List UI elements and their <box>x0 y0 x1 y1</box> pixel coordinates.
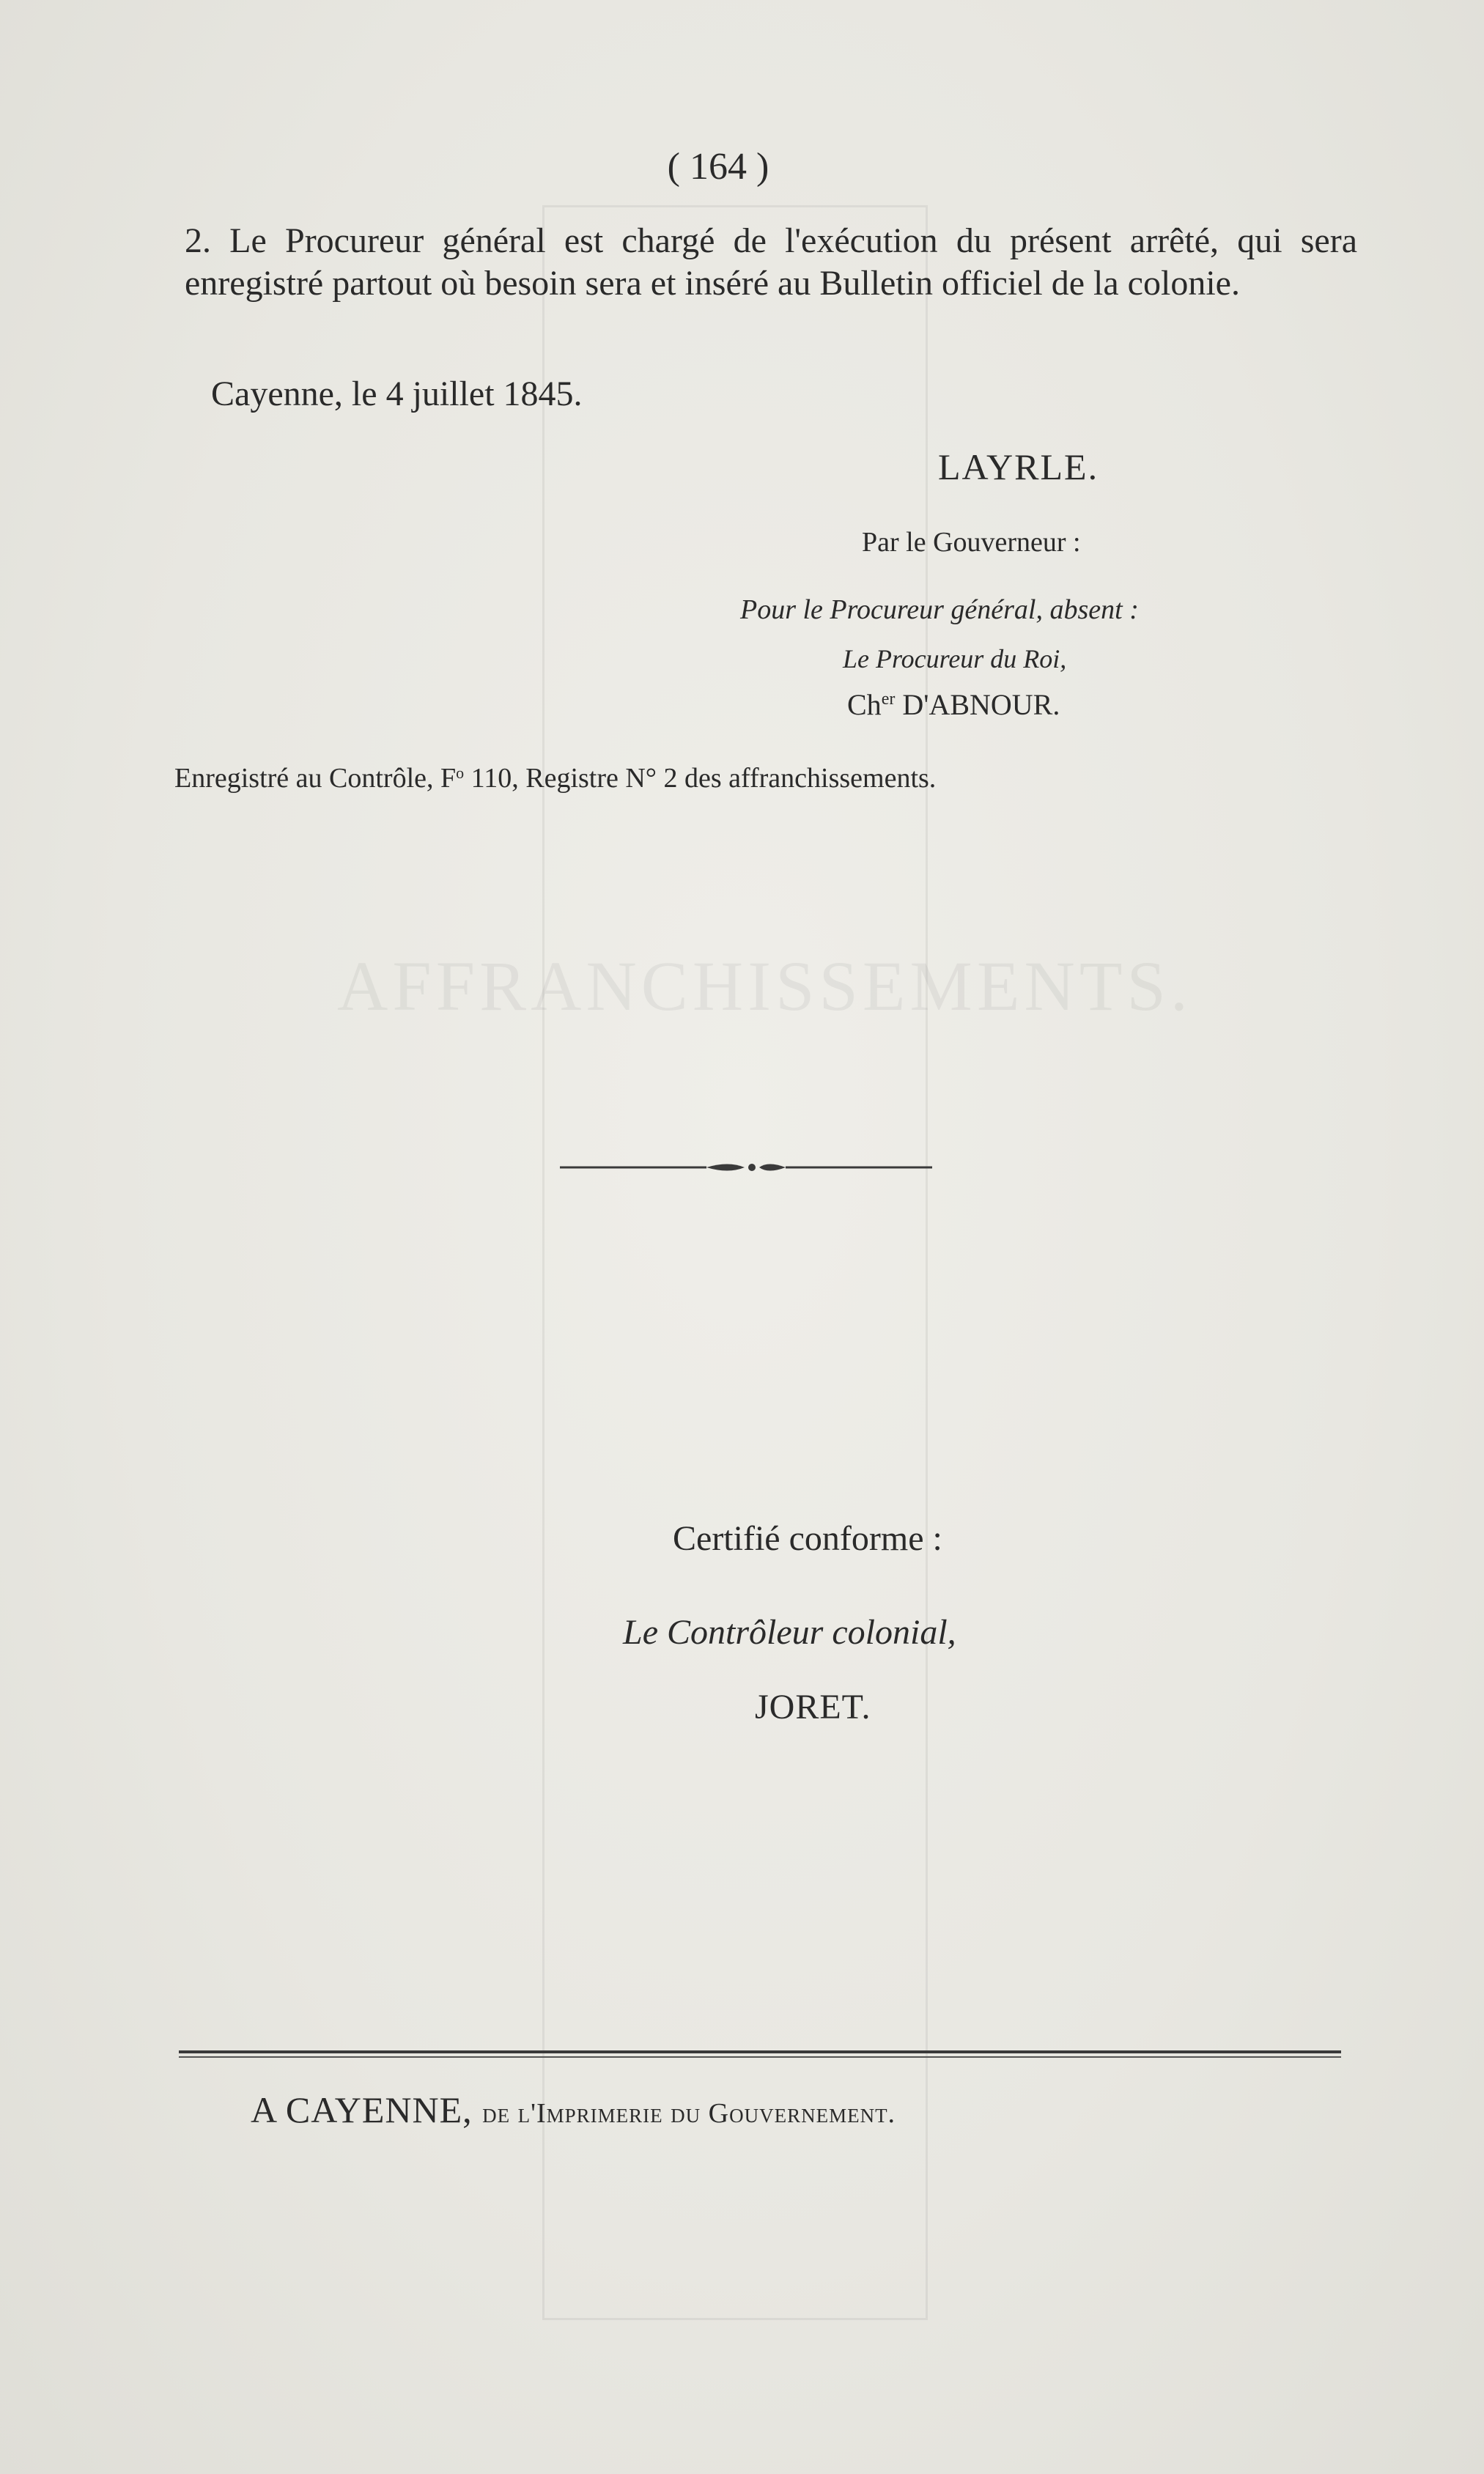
by-governor-label: Par le Gouverneur : <box>862 527 1081 558</box>
controller-title: Le Contrôleur colonial, <box>623 1613 956 1652</box>
page-number: ( 164 ) <box>667 146 769 188</box>
decorative-rule <box>560 1156 932 1178</box>
imprint-printer-text: de l'Imprimerie du Gouvernement. <box>482 2098 896 2129</box>
bleed-through-frame <box>542 205 928 2320</box>
prosecutor-du-roi-label: Le Procureur du Roi, <box>843 644 1067 673</box>
imprint-line <box>251 2089 896 2131</box>
bleed-through-heading: AFFRANCHISSEMENTS. <box>337 947 1192 1025</box>
imprint-rule <box>179 2050 1341 2053</box>
arrete-article-2: 2. Le Procureur général est chargé de l'exécution du présent arrêté, qui sera enregistré partout où besoin sera et inséré au Bulletin officiel de la colonie. <box>185 221 1357 303</box>
certified-label: Certifié conforme : <box>673 1519 942 1558</box>
for-prosecutor-general-label: Pour le Procureur général, absent : <box>740 594 1139 625</box>
registration-folio-superscript: o <box>456 764 465 782</box>
imprint-place: A CAYENNE, <box>251 2089 483 2130</box>
abnour-title: Ch <box>847 688 882 721</box>
abnour-signature <box>847 687 1060 722</box>
registration-note <box>174 762 936 794</box>
abnour-title-superscript: er <box>881 690 896 709</box>
governor-signature: LAYRLE. <box>938 446 1099 487</box>
registration-text-start: Enregistré au Contrôle, F <box>174 763 457 794</box>
imprint-printer <box>482 2098 896 2129</box>
registration-text-end: 110, Registre N° 2 des affranchissements. <box>464 763 937 794</box>
abnour-name: D'ABNOUR. <box>895 688 1060 721</box>
imprint-rule-thin <box>179 2056 1341 2058</box>
controller-signature: JORET. <box>755 1688 871 1727</box>
date-line: Cayenne, le 4 juillet 1845. <box>211 374 583 413</box>
